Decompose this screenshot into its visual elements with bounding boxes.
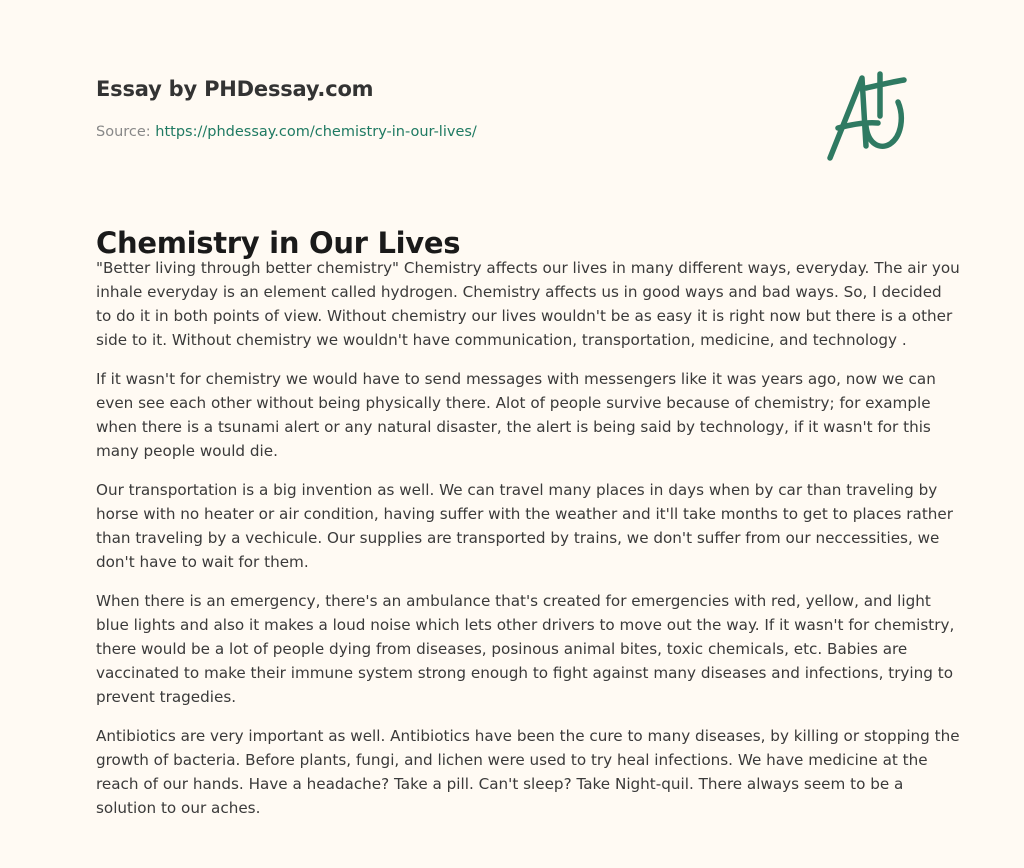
paragraph-line: prevent tragedies. bbox=[96, 688, 237, 706]
paragraph-line: many people would die. bbox=[96, 442, 278, 460]
paragraph-line: there would be a lot of people dying from diseases, posinous animal bites, toxic chemicals, etc. Babies are bbox=[96, 640, 908, 658]
paragraph-line: blue lights and also it makes a loud noise which lets other drivers to move out the way. If it wasn't for chemistry, bbox=[96, 616, 955, 634]
paragraph-line: Our transportation is a big invention as well. We can travel many places in days when by car than traveling by bbox=[96, 481, 938, 499]
paragraph-line: side to it. Without chemistry we wouldn't have communication, transportation, medicine, and technology . bbox=[96, 331, 907, 349]
paragraph-line: don't have to wait for them. bbox=[96, 553, 309, 571]
source-label: Source: bbox=[96, 124, 151, 140]
essay-title: Chemistry in Our Lives bbox=[96, 226, 461, 260]
paragraph-line: Antibiotics are very important as well. Antibiotics have been the cure to many diseases, by killing or stopping the bbox=[96, 727, 960, 745]
essay-paragraph bbox=[96, 256, 960, 352]
essay-paragraph bbox=[96, 478, 954, 574]
paragraph-line: horse with no heater or air condition, having suffer with the weather and it'll take months to get to places rather bbox=[96, 505, 954, 523]
paragraph-line: When there is an emergency, there's an ambulance that's created for emergencies with red, yellow, and light bbox=[96, 592, 931, 610]
paragraph-line: "Better living through better chemistry" Chemistry affects our lives in many different ways, everyday. The air you bbox=[96, 259, 960, 277]
paragraph-line: If it wasn't for chemistry we would have to send messages with messengers like it was years ago, now we can bbox=[96, 370, 936, 388]
paragraph-line: when there is a tsunami alert or any natural disaster, the alert is being said by technology, if it wasn't for this bbox=[96, 418, 931, 436]
paragraph-line: to do it in both points of view. Without chemistry our lives wouldn't be as easy it is right now but there is a other bbox=[96, 307, 953, 325]
paragraph-line: solution to our aches. bbox=[96, 799, 261, 817]
paragraph-line: even see each other without being physically there. Alot of people survive because of chemistry; for example bbox=[96, 394, 931, 412]
site-brand: Essay by PHDessay.com bbox=[96, 77, 374, 101]
essay-paragraph bbox=[96, 724, 960, 820]
essay-paragraph bbox=[96, 367, 946, 463]
paragraph-line: vaccinated to make their immune system strong enough to fight against many diseases and infections, trying to bbox=[96, 664, 953, 682]
paragraph-line: reach of our hands. Have a headache? Take a pill. Can't sleep? Take Night-quil. There always seem to be a bbox=[96, 775, 904, 793]
paragraph-line: than traveling by a vechicule. Our supplies are transported by trains, we don't suffer from our neccessities, we bbox=[96, 529, 940, 547]
paragraph-line: inhale everyday is an element called hydrogen. Chemistry affects us in good ways and bad ways. So, I decided bbox=[96, 283, 942, 301]
a-plus-logo-icon bbox=[818, 66, 928, 166]
paragraph-line: growth of bacteria. Before plants, fungi, and lichen were used to try heal infections. We have medicine at the bbox=[96, 751, 928, 769]
essay-body bbox=[96, 256, 960, 835]
source-link[interactable]: https://phdessay.com/chemistry-in-our-lives/ bbox=[155, 124, 477, 140]
source-line bbox=[96, 124, 477, 140]
essay-paragraph bbox=[96, 589, 955, 709]
